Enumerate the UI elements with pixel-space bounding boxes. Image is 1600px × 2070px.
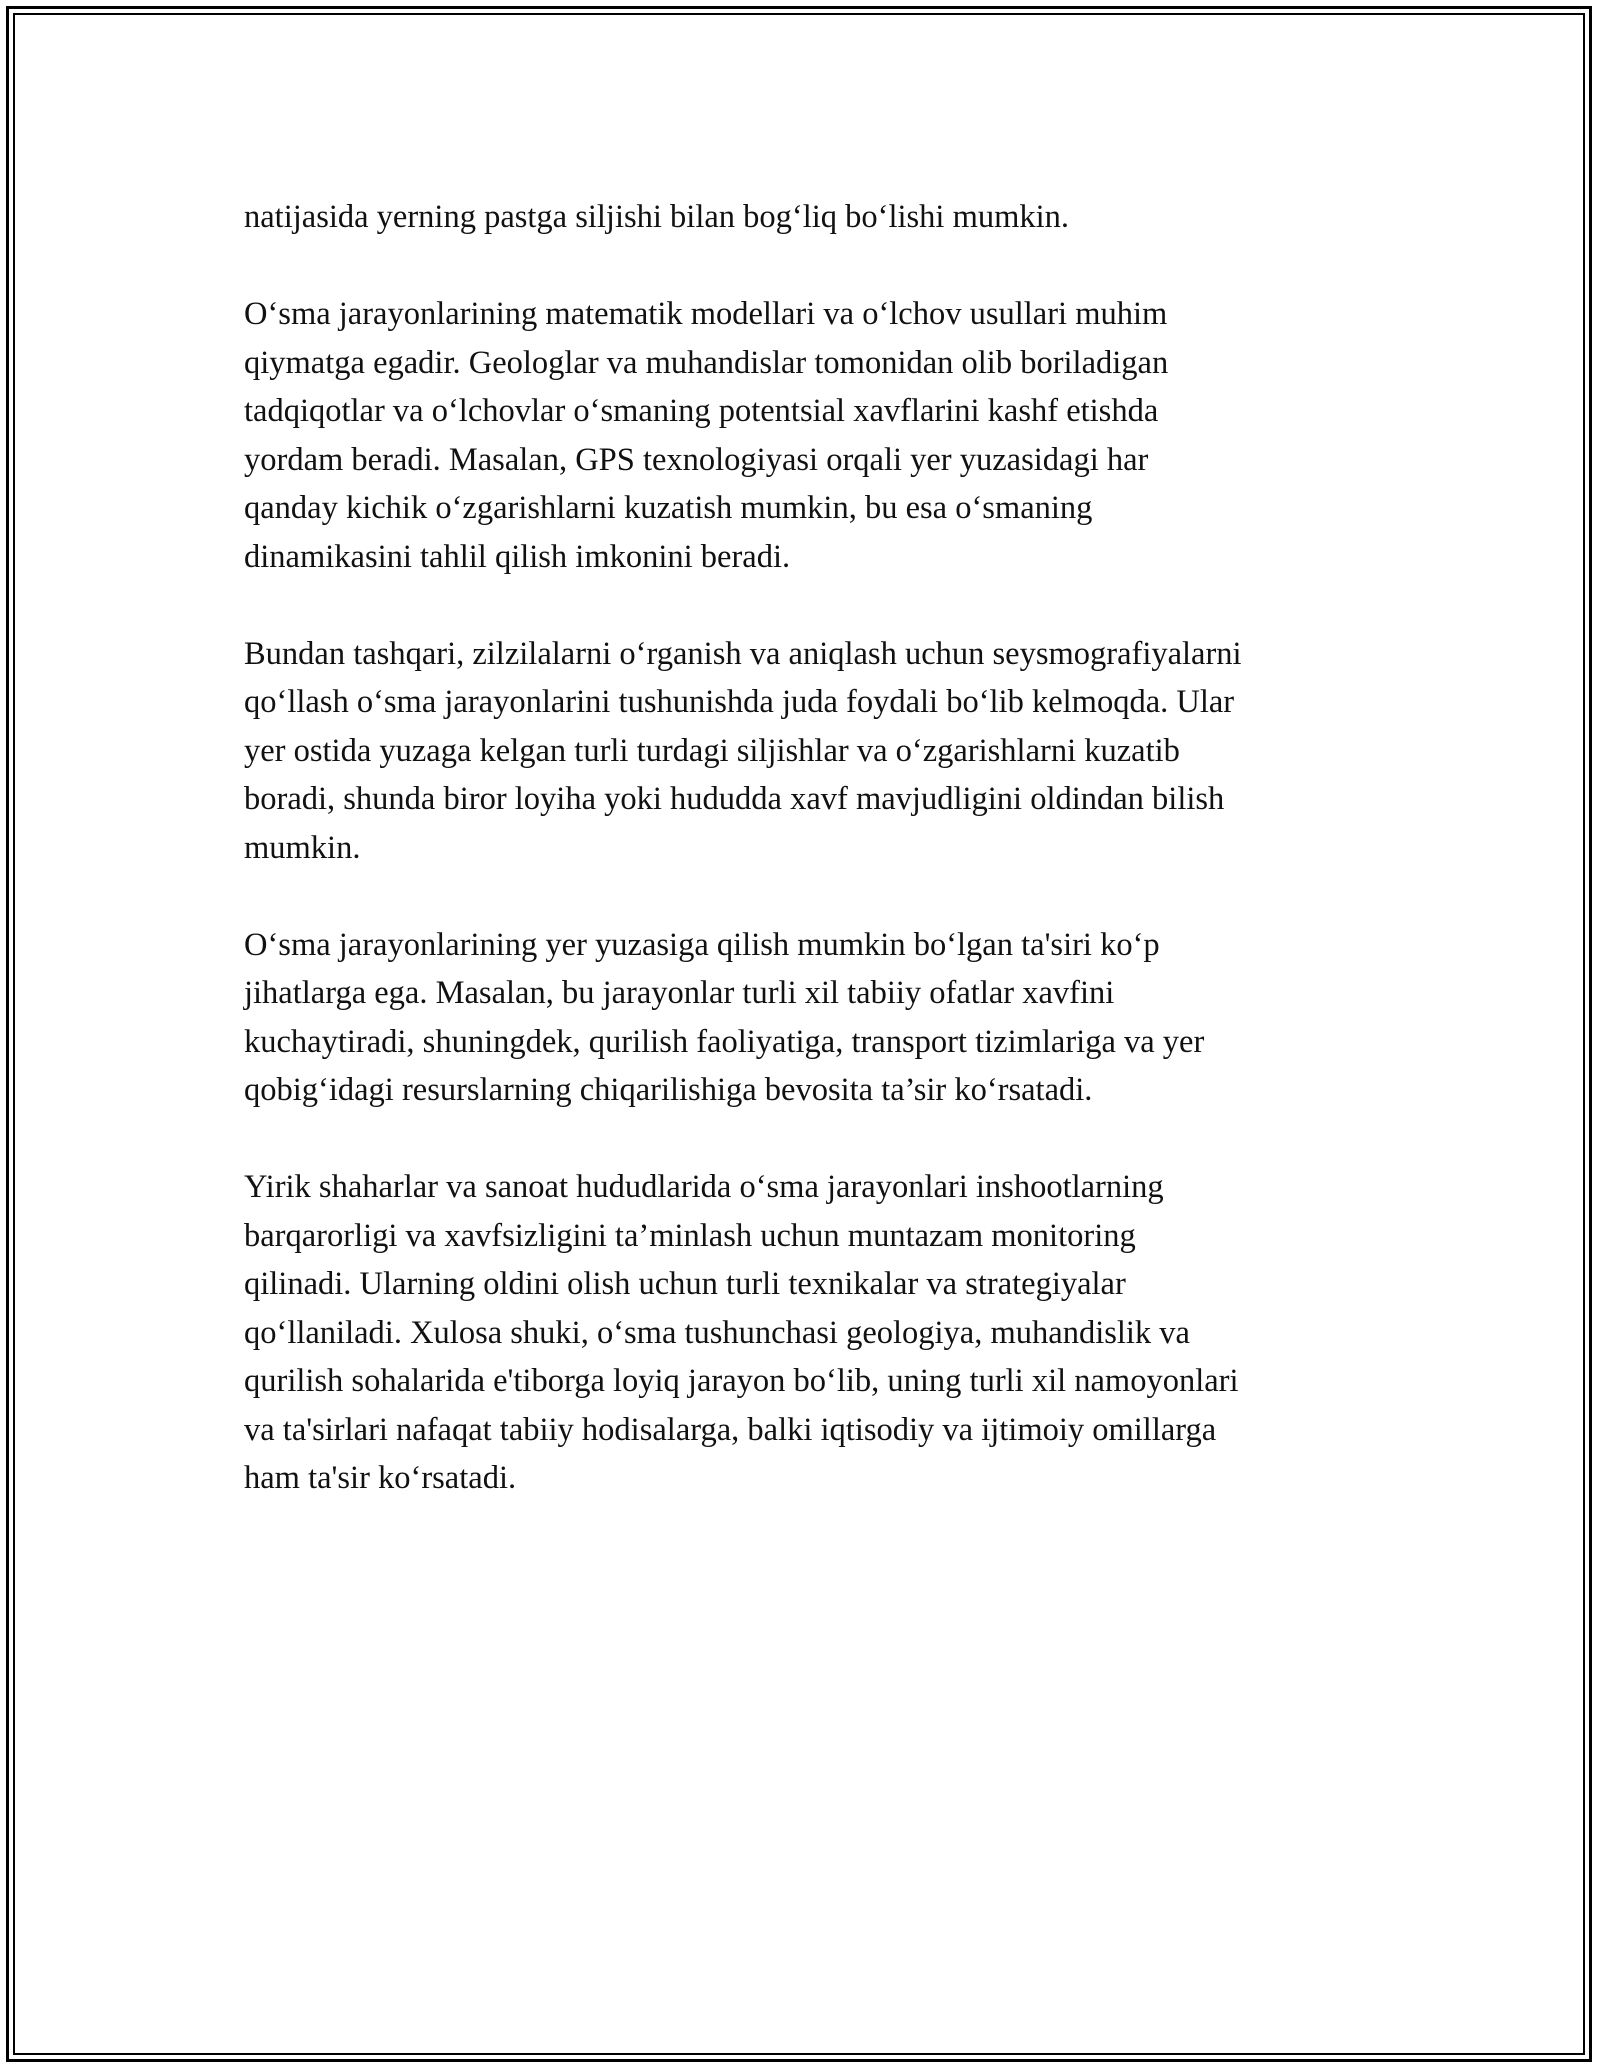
paragraph-5: Yirik shaharlar va sanoat hududlarida o‘sma jarayonlari inshootlarning barqarorligi va xavfsizligini ta’minlash uchun muntazam monitoring qilinadi. Ularning oldini olish uchun turli texnikalar va strategiyalar qo‘llaniladi. Xulosa shuki, o‘sma tushunchasi geologiya, muhandislik va qurilish sohalarida e'tiborga loyiq jarayon bo‘lib, uning turli xil namoyonlari va ta'sirlari nafaqat tabiiy hodisalarga, balki iqtisodiy va ijtimoiy omillarga ham ta'sir ko‘rsatadi. <box>244 1169 1239 1496</box>
page-frame <box>6 6 1592 2062</box>
paragraph-1: natijasida yerning pastga siljishi bilan bog‘liq bo‘lishi mumkin. <box>244 199 1070 235</box>
document-body <box>244 193 1384 1551</box>
paragraph-4: O‘sma jarayonlarining yer yuzasiga qilish mumkin bo‘lgan ta'siri ko‘p jihatlarga ega. Masalan, bu jarayonlar turli xil tabiiy ofatlar xavfini kuchaytiradi, shuningdek, qurilish faoliyatiga, transport tizimlariga va yer qobig‘idagi resurslarning chiqarilishiga bevosita ta’sir ko‘rsatadi. <box>244 926 1205 1108</box>
paragraph-3: Bundan tashqari, zilzilalarni o‘rganish va aniqlash uchun seysmografiyalarni qo‘llash o‘sma jarayonlarini tushunishda juda foydali bo‘lib kelmoqda. Ular yer ostida yuzaga kelgan turli turdagi siljishlar va o‘zgarishlarni kuzatib boradi, shunda biror loyiha yoki hududda xavf mavjudligini oldindan bilish mumkin. <box>244 635 1242 866</box>
paragraph-2: O‘sma jarayonlarining matematik modellari va o‘lchov usullari muhim qiymatga egadir. Geologlar va muhandislar tomonidan olib boriladigan tadqiqotlar va o‘lchovlar o‘smaning potentsial xavflarini kashf etishda yordam beradi. Masalan, GPS texnologiyasi orqali yer yuzasidagi har qanday kichik o‘zgarishlarni kuzatish mumkin, bu esa o‘smaning dinamikasini tahlil qilish imkonini beradi. <box>244 296 1169 575</box>
